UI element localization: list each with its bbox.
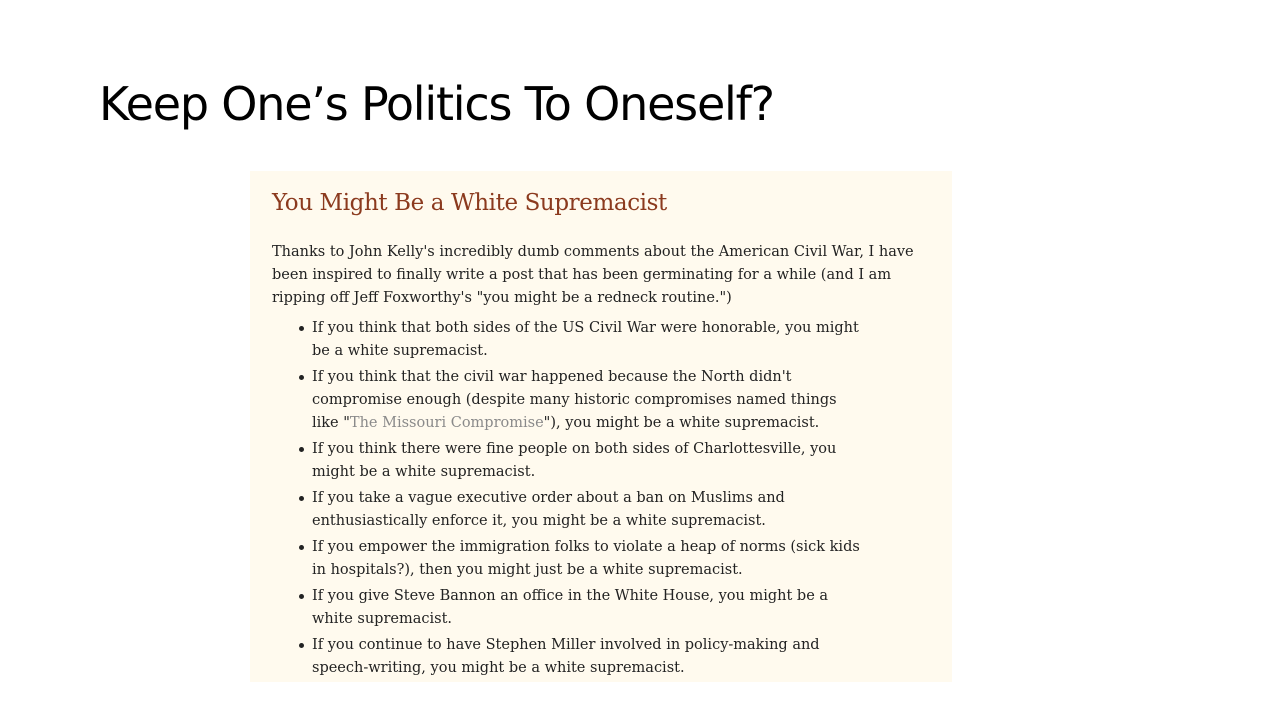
list-item-text-after: "), you might be a white supremacist. — [543, 415, 820, 431]
bullet-list — [272, 317, 926, 680]
list-item: If you continue to have Stephen Miller involved in policy-making and speech-writing, you might be a white supremacist. — [312, 634, 926, 680]
list-item: If you give Steve Bannon an office in the White House, you might be a white supremacist. — [312, 585, 926, 631]
missouri-compromise-link[interactable]: The Missouri Compromise — [349, 415, 544, 431]
list-item — [312, 366, 926, 435]
list-item: If you think that both sides of the US Civil War were honorable, you might be a white supremacist. — [312, 317, 926, 363]
list-item: If you take a vague executive order about a ban on Muslims and enthusiastically enforce it, you might be a white supremacist. — [312, 487, 926, 533]
article-title: You Might Be a White Supremacist — [272, 190, 667, 216]
slide-title: Keep One’s Politics To Oneself? — [99, 77, 774, 131]
list-item-text-before: If you think that the civil war happened because the North didn't compromise enough (despite many historic compromises named things like " — [312, 369, 837, 431]
article-intro: Thanks to John Kelly's incredibly dumb comments about the American Civil War, I have been inspired to finally write a post that has been germinating for a while (and I am ripping off Jeff Foxworthy's "you might be a redneck routine.") — [272, 244, 914, 306]
list-item: If you think there were fine people on both sides of Charlottesville, you might be a white supremacist. — [312, 438, 926, 484]
article-screenshot — [250, 171, 952, 682]
list-item: If you empower the immigration folks to violate a heap of norms (sick kids in hospitals?), then you might just be a white supremacist. — [312, 536, 926, 582]
